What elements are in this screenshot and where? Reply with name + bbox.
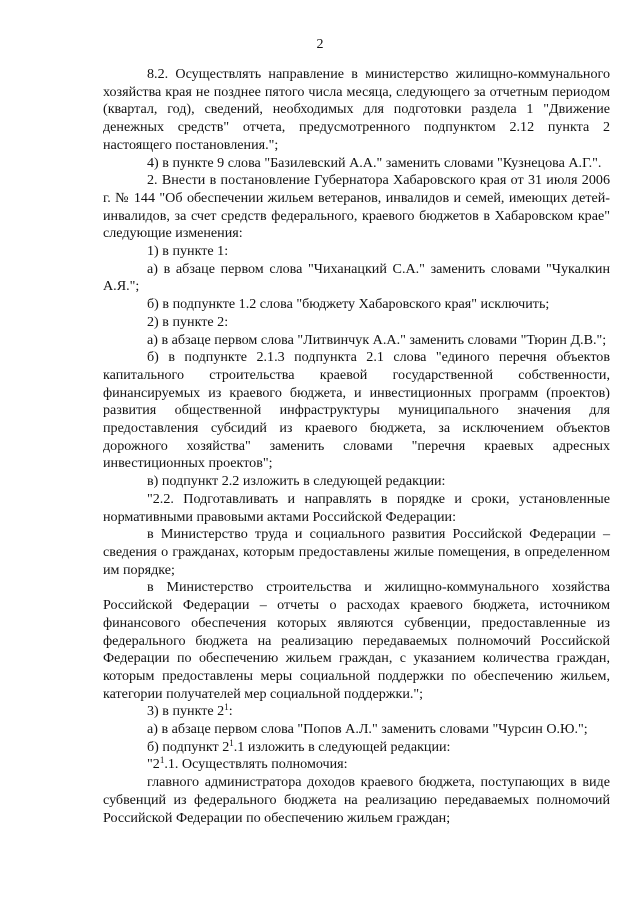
paragraph: 2) в пункте 2: <box>147 313 229 330</box>
paragraph-text: б) подпункт 2 <box>147 738 230 755</box>
paragraph: в Министерство труда и социального развития Российской Федерации – сведения о гражданах, которым предоставлены жилые помещения, в определенном им порядке; <box>103 526 610 578</box>
superscript: 1 <box>159 755 165 766</box>
paragraph <box>103 739 610 757</box>
paragraph-text: .1. Осуществлять полномочия: <box>164 756 348 773</box>
page-number: 2 <box>316 37 324 52</box>
paragraph-text: 3) в пункте 2 <box>147 703 225 720</box>
paragraph: "2.2. Подготавливать и направлять в порядке и сроки, установленные нормативными правовыми актами Российской Федерации: <box>103 490 610 525</box>
paragraph-text: .1 изложить в следующей редакции: <box>233 738 451 755</box>
superscript: 1 <box>229 737 234 748</box>
paragraph: в) подпункт 2.2 изложить в следующей редакции: <box>147 473 446 490</box>
paragraph: б) в подпункте 1.2 слова "бюджету Хабаровского края" исключить; <box>147 296 550 313</box>
paragraph: 2. Внести в постановление Губернатора Хабаровского края от 31 июля 2006 г. № 144 "Об обеспечении жильем ветеранов, инвалидов и семей, имеющих детей-инвалидов, за счет средств федерального, краевого бюджетов в Хабаровском крае" следующие изменения: <box>103 172 610 242</box>
paragraph <box>103 756 610 774</box>
paragraph: а) в абзаце первом слова "Попов А.Л." заменить словами "Чурсин О.Ю."; <box>147 721 588 738</box>
superscript: 1 <box>224 702 229 713</box>
paragraph: а) в абзаце первом слова "Чиханацкий С.А." заменить словами "Чукалкин А.Я."; <box>103 260 610 295</box>
paragraph <box>103 703 610 721</box>
paragraph: а) в абзаце первом слова "Литвинчук А.А." заменить словами "Тюрин Д.В."; <box>147 331 607 348</box>
paragraph: 8.2. Осуществлять направление в министерство жилищно-коммунального хозяйства края не позднее пятого числа месяца, следующего за отчетным периодом (квартал, год), сведений, необходимых для подготовки раздела 1 "Движение денежных средств" отчета, предусмотренного подпунктом 2.12 пункта 2 настоящего постановления."; <box>103 66 610 153</box>
paragraph: б) в подпункте 2.1.3 подпункта 2.1 слова "единого перечня объектов капитального строительства краевой государственной собственности, финансируемых из краевого бюджета, и инвестиционных программ (проектов) развития общественной инфраструктуры муниципального значения для предоставления субсидий из краевого бюджета, за исключением объектов дорожного хозяйства" заменить словами "перечня краевых адресных инвестиционных проектов"; <box>103 349 610 472</box>
paragraph-text: "2 <box>147 756 160 773</box>
document-body <box>103 66 610 827</box>
paragraph: главного администратора доходов краевого бюджета, поступающих в виде субвенций из федерального бюджета на реализацию передаваемых полномочий Российской Федерации по обеспечению жильем граждан; <box>103 774 610 826</box>
paragraph: 4) в пункте 9 слова "Базилевский А.А." заменить словами "Кузнецова А.Г.". <box>147 154 602 171</box>
paragraph: 1) в пункте 1: <box>147 243 229 260</box>
paragraph: в Министерство строительства и жилищно-коммунального хозяйства Российской Федерации – отчеты о расходах краевого бюджета, источником финансового обеспечения которых являются субвенции, предоставленные из федерального бюджета на реализацию передаваемых полномочий Российской Федерации по обеспечению жильем граждан, с указанием количества граждан, которым предоставлены меры социальной поддержки по обеспечению жильем, категории получателей мер социальной поддержки."; <box>103 579 610 702</box>
paragraph-text: : <box>228 703 233 720</box>
